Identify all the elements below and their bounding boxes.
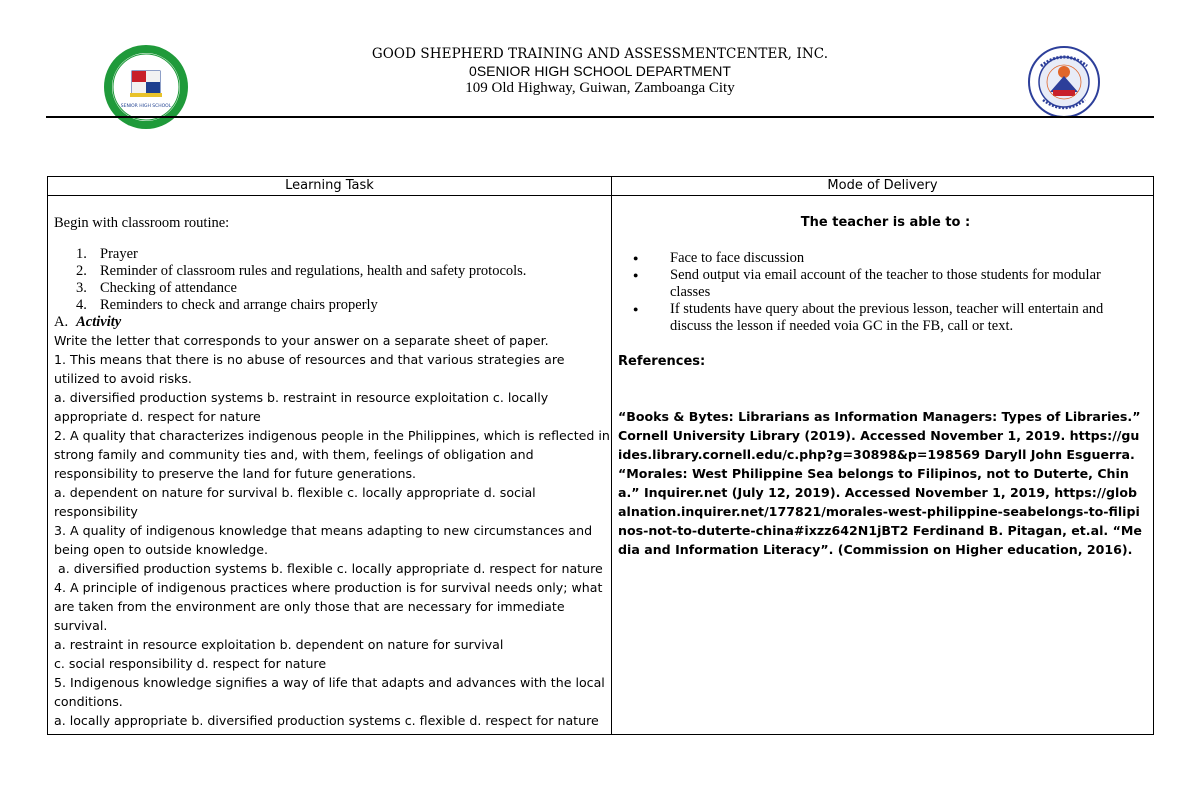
list-text: Checking of attendance [100,280,237,296]
learning-task-cell [48,196,612,735]
routine-intro: Begin with classroom routine: [54,215,230,231]
deped-seal-logo [1015,46,1113,118]
answer-choices: a. locally appropriate b. diversified production systems c. flexible d. respect for nature [54,713,599,728]
question-text: 2. A quality that characterizes indigenous people in the Philippines, which is reflected in strong family and community ties and, with them, feelings of obligation and responsibility to preserve the land for future generations. [54,428,610,481]
answer-choices: a. dependent on nature for survival b. flexible c. locally appropriate d. social responsibility [54,485,536,519]
delivery-list [618,250,1153,335]
activity-heading [54,314,611,331]
lesson-table [47,176,1154,735]
answer-choices: c. social responsibility d. respect for nature [54,656,327,671]
list-text: Face to face discussion [670,250,805,266]
list-item: 4. Reminders to check and arrange chairs properly [76,297,378,313]
question-text: 3. A quality of indigenous knowledge that means adapting to new circumstances and being open to outside knowledge. [54,523,593,557]
list-item [633,301,1140,335]
bullet-icon: ● [633,270,639,280]
mode-of-delivery-cell [612,196,1154,735]
question-text: 5. Indigenous knowledge signifies a way of life that adapts and advances with the local conditions. [54,675,605,709]
header-mode-of-delivery: Mode of Delivery [612,177,1154,196]
answer-choices: a. diversified production systems b. flexible c. locally appropriate d. respect for nature [54,561,603,576]
question-text: 1. This means that there is no abuse of resources and that various strategies are utilized to avoid risks. [54,352,565,386]
activity-letter: A. [54,314,69,330]
school-name: GOOD SHEPHERD TRAINING AND ASSESSMENTCENTER, INC. [371,46,829,62]
references-title: References: [618,354,706,369]
list-text: Send output via email account of the teacher to those students for modular classes [670,267,1101,300]
list-text: If students have query about the previous lesson, teacher will entertain and discuss the lesson if needed voia GC in the FB, call or text. [670,301,1104,334]
answer-choices: a. restraint in resource exploitation b. dependent on nature for survival [54,637,504,652]
header-learning-task: Learning Task [48,177,612,196]
list-item [633,267,1140,301]
svg-text:SENIOR HIGH SCHOOL: SENIOR HIGH SCHOOL [120,104,172,109]
table-body-row [48,196,1154,735]
routine-list [54,246,611,314]
list-item [633,250,1140,267]
school-address: 109 Old Highway, Guiwan, Zamboanga City [465,80,735,96]
list-text: Reminders to check and arrange chairs properly [100,297,378,313]
activity-title: Activity [76,314,122,330]
question-text: 4. A principle of indigenous practices where production is for survival needs only; what are taken from the environment are only those that are necessary for immediate survival. [54,580,603,633]
bullet-icon: ● [633,253,639,263]
list-item: 1. Prayer [76,246,138,262]
list-text: Reminder of classroom rules and regulations, health and safety protocols. [100,263,527,279]
answer-choices: a. diversified production systems b. restraint in resource exploitation c. locally appropriate d. respect for nature [54,390,549,424]
references-text: “Books & Bytes: Librarians as Information Managers: Types of Libraries.” Cornell University Library (2019). Accessed November 1, 2019. https://guides.library.cornell.edu/c.php?g=30898&p=198569 Daryll John Esguerra. “Morales: West Philippine Sea belongs to Filipinos, not to Duterte, China.” Inquirer.net (July 12, 2019). Accessed November 1, 2019, https://globalnation.inquirer.net/177821/morales-west-philippine-seabelongs-to-filipinos-not-to-duterte-china#ixzz642N1jBT2 Ferdinand B. Pitagan, et.al. “Media and Information Literacy”. (Commission on Higher education, 2016). [618,409,1142,557]
department-name: 0SENIOR HIGH SCHOOL DEPARTMENT [469,63,731,79]
header-divider [46,116,1154,118]
teacher-able-heading: The teacher is able to : [800,215,971,230]
list-item: 3. Checking of attendance [76,280,237,296]
bullet-icon: ● [633,304,639,314]
activity-instructions: Write the letter that corresponds to your answer on a separate sheet of paper. [54,333,549,348]
list-item: 2. Reminder of classroom rules and regulations, health and safety protocols. [76,263,527,279]
list-text: Prayer [100,246,138,262]
document-header [300,46,900,97]
table-header-row [48,177,1154,196]
